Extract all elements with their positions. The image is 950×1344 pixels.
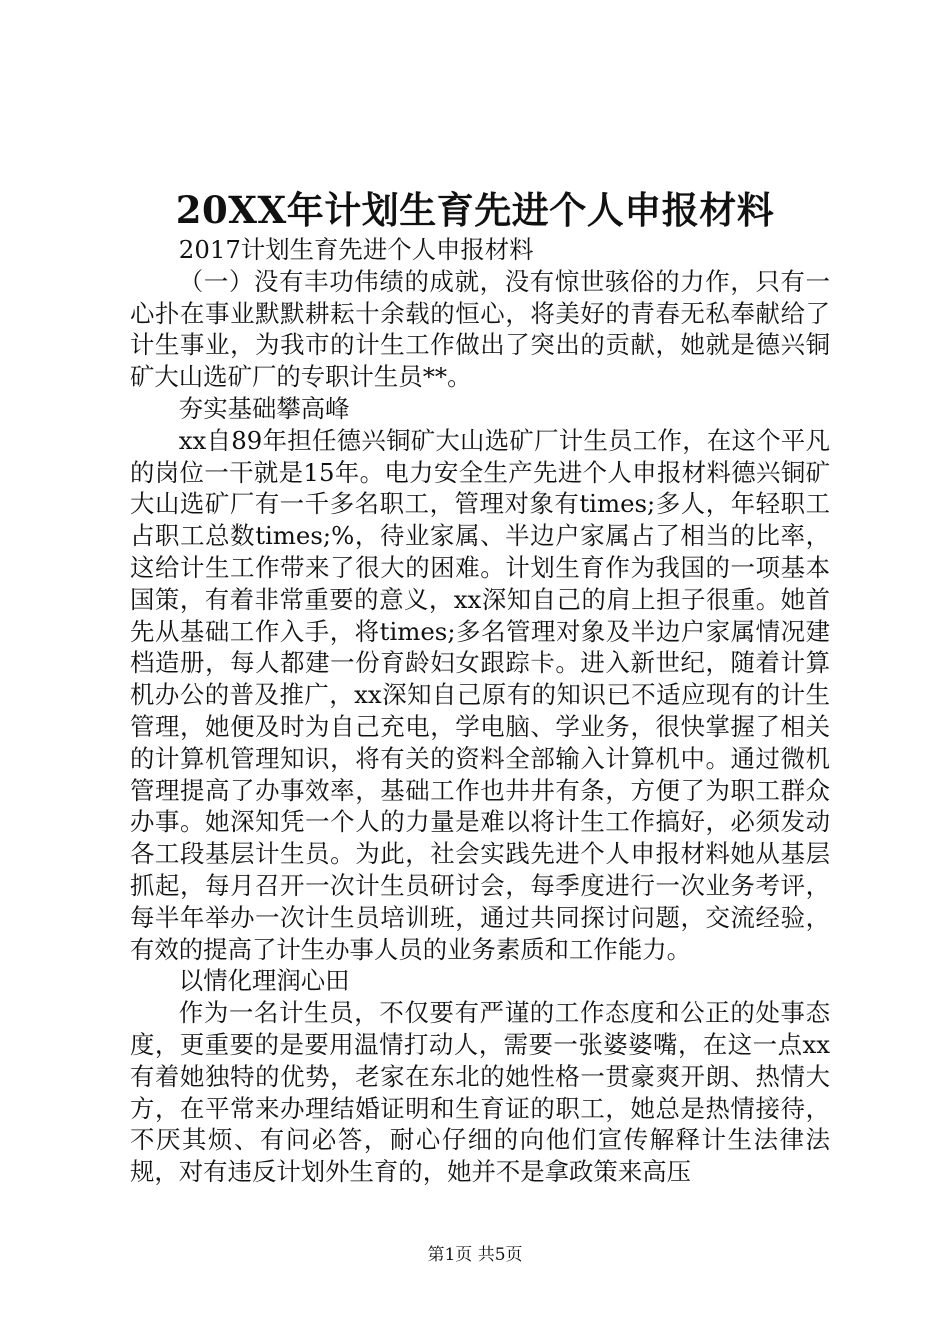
- subtitle-line: 2017计划生育先进个人申报材料: [178, 235, 534, 264]
- section-heading-1: 夯实基础攀高峰: [178, 393, 350, 423]
- document-title: 20XX年计划生育先进个人申报材料: [175, 188, 775, 232]
- document-body: [130, 234, 830, 1188]
- section-heading-2: 以情化理润心田: [178, 966, 350, 996]
- paragraph-1: xx自89年担任德兴铜矿大山选矿厂计生员工作，在这个平凡的岗位一干就是15年。电力安全生产先进个人申报材料德兴铜矿大山选矿厂有一千多名职工，管理对象有times;多人，年轻职工占职工总数times;%，待业家属、半边户家属占了相当的比率，这给计生工作带来了很大的困难。计划生育作为我国的一项基本国策，有着非常重要的意义，xx深知自己的肩上担子很重。她首先从基础工作入手，将times;多名管理对象及半边户家属情况建档造册，每人都建一份育龄妇女跟踪卡。进入新世纪，随着计算机办公的普及推广，xx深知自己原有的知识已不适应现有的计生管理，她便及时为自己充电，学电脑、学业务，很快掌握了相关的计算机管理知识，将有关的资料全部输入计算机中。通过微机管理提高了办事效率，基础工作也井井有条，方便了为职工群众办事。她深知凭一个人的力量是难以将计生工作搞好，必须发动各工段基层计生员。为此，社会实践先进个人申报材料她从基层抓起，每月召开一次计生员研讨会，每季度进行一次业务考评，每半年举办一次计生员培训班，通过共同探讨问题，交流经验，有效的提高了计生办事人员的业务素质和工作能力。: [130, 425, 830, 964]
- page-number: 第1页 共5页: [427, 1245, 523, 1265]
- paragraph-2: 作为一名计生员，不仅要有严谨的工作态度和公正的处事态度，更重要的是要用温情打动人，需要一张婆婆嘴，在这一点xx有着她独特的优势，老家在东北的她性格一贯豪爽开朗、热情大方，在平常来办理结婚证明和生育证的职工，她总是热情接待，不厌其烦、有问必答，耐心仔细的向他们宣传解释计生法律法规，对有违反计划外生育的，她并不是拿政策来高压: [130, 998, 830, 1187]
- paragraph-intro: （一）没有丰功伟绩的成就，没有惊世骇俗的力作，只有一心扑在事业默默耕耘十余载的恒心，将美好的青春无私奉献给了计生事业，为我市的计生工作做出了突出的贡献，她就是德兴铜矿大山选矿厂的专职计生员**。: [130, 266, 830, 392]
